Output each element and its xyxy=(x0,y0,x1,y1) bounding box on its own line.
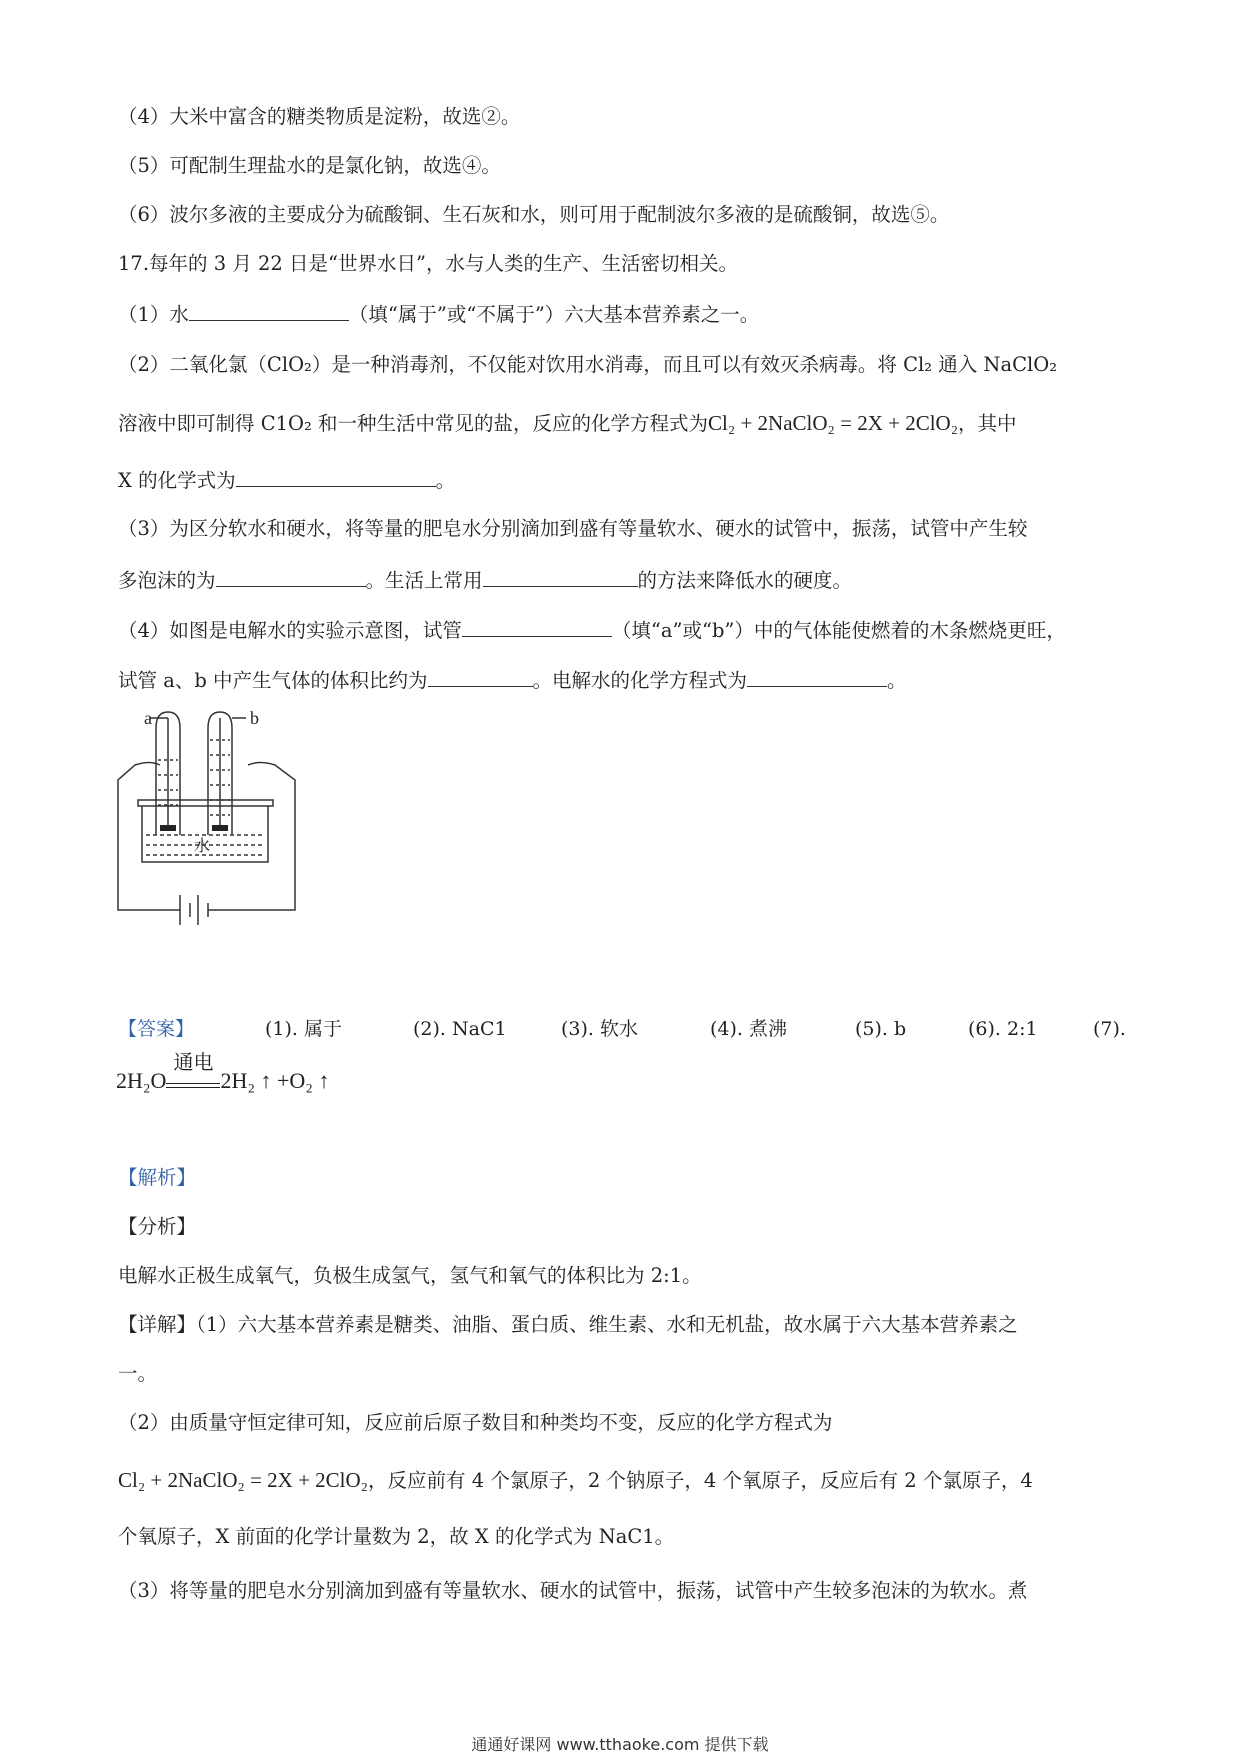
question-17-part-2-line1: （2）二氧化氯（ClO₂）是一种消毒剂，不仅能对饮用水消毒，而且可以有效灭杀病毒。将 Cl₂ 通入 NaClO₂ xyxy=(118,353,1058,376)
question-17-part-4-line2 xyxy=(118,666,907,694)
eq-condition: 通电 xyxy=(166,1072,220,1088)
question-17-part-3-line1: （3）为区分软水和硬水，将等量的肥皂水分别滴加到盛有等量软水、硬水的试管中，振荡，试管中产生较 xyxy=(118,517,1028,540)
text-line-6: （6）波尔多液的主要成分为硫酸铜、生石灰和水，则可用于配制波尔多液的是硫酸铜，故选⑤。 xyxy=(118,203,950,226)
question-17-part-3-line2 xyxy=(118,566,852,594)
answer-blank xyxy=(462,616,612,637)
q2-prefix: X 的化学式为 xyxy=(118,469,236,492)
answer-blank xyxy=(747,666,887,687)
analysis-title: 【解析】 xyxy=(118,1166,197,1189)
answer-item-2: (2). NaC1 xyxy=(413,1018,507,1040)
question-17-title: 17.每年的 3 月 22 日是“世界水日”，水与人类的生产、生活密切相关。 xyxy=(118,252,738,275)
answer-item-6: (6). 2:1 xyxy=(968,1018,1038,1040)
detail-3: （3）将等量的肥皂水分别滴加到盛有等量软水、硬水的试管中，振荡，试管中产生较多泡沫的为软水。煮 xyxy=(118,1579,1028,1602)
detail-1: 【详解】（1）六大基本营养素是糖类、油脂、蛋白质、维生素、水和无机盐，故水属于六大基本营养素之 xyxy=(118,1313,1018,1336)
answer-blank xyxy=(483,566,638,587)
q3-middle: 。生活上常用 xyxy=(365,569,483,592)
q2-text: 溶液中即可制得 C1O₂ 和一种生活中常见的盐，反应的化学方程式为 xyxy=(118,412,709,435)
detail-2-text: ，反应前有 4 个氯原子，2 个钠原子，4 个氧原子，反应后有 2 个氯原子，4 xyxy=(368,1469,1033,1492)
q1-prefix: （1）水 xyxy=(118,303,189,326)
text-line-5: （5）可配制生理盐水的是氯化钠，故选④。 xyxy=(118,154,501,177)
text-line-4: （4）大米中富含的糖类物质是淀粉，故选②。 xyxy=(118,105,521,128)
answer-blank xyxy=(236,466,436,487)
answer-equation xyxy=(116,1052,330,1094)
answer-item-4: (4). 煮沸 xyxy=(710,1018,787,1040)
answer-blank xyxy=(189,300,349,321)
q3-prefix: 多泡沫的为 xyxy=(118,569,216,592)
answer-item-1: (1). 属于 xyxy=(265,1018,342,1040)
q1-suffix: （填“属于”或“不属于”）六大基本营养素之一。 xyxy=(348,303,760,326)
q4-end: 。 xyxy=(887,669,907,692)
electrolysis-diagram xyxy=(110,700,310,940)
question-17-part-1 xyxy=(118,300,759,328)
q4-text1: 试管 a、b 中产生气体的体积比约为 xyxy=(118,669,428,692)
label-water: 水 xyxy=(194,838,211,855)
answer-item-3: (3). 软水 xyxy=(561,1018,638,1040)
detail-2c: 个氧原子，X 前面的化学计量数为 2，故 X 的化学式为 NaC1。 xyxy=(118,1525,675,1548)
detail-2: （2）由质量守恒定律可知，反应前后原子数目和种类均不变，反应的化学方程式为 xyxy=(118,1411,833,1434)
answer-blank xyxy=(428,666,533,687)
answer-title: 【答案】 xyxy=(118,1018,195,1040)
q2-suffix: ，其中 xyxy=(958,412,1017,435)
page-footer: 通通好课网 www.tthaoke.com 提供下载 xyxy=(471,1735,769,1754)
detail-2-equation-line xyxy=(118,1467,1033,1494)
chemical-equation: Cl₂ + 2NaClO₂ = 2X + 2ClO₂ xyxy=(708,411,959,435)
chemical-equation: Cl₂ + 2NaClO₂ = 2X + 2ClO₂ xyxy=(118,1468,369,1492)
fenxi-text: 电解水正极生成氧气，负极生成氢气，氢气和氧气的体积比为 2:1。 xyxy=(118,1264,702,1287)
label-b: b xyxy=(250,708,259,728)
q4-suffix: （填“a”或“b”）中的气体能使燃着的木条燃烧更旺， xyxy=(611,619,1066,642)
answer-blank xyxy=(216,566,366,587)
detail-1b: 一。 xyxy=(118,1362,158,1385)
q3-suffix: 的方法来降低水的硬度。 xyxy=(637,569,853,592)
eq-right: 2H₂ ↑ +O₂ ↑ xyxy=(220,1068,330,1093)
q4-text2: 。电解水的化学方程式为 xyxy=(532,669,748,692)
label-a: a xyxy=(144,708,152,728)
question-17-part-2-line2 xyxy=(118,410,1017,437)
q2-end: 。 xyxy=(435,469,456,492)
q4-prefix: （4）如图是电解水的实验示意图，试管 xyxy=(118,619,462,642)
question-17-part-4-line1 xyxy=(118,616,1066,644)
fenxi-title: 【分析】 xyxy=(118,1215,197,1238)
eq-left: 2H₂O xyxy=(116,1068,167,1093)
answer-item-7: (7). xyxy=(1093,1018,1126,1040)
question-17-part-2-line3 xyxy=(118,466,455,494)
answer-item-5: (5). b xyxy=(855,1018,907,1040)
